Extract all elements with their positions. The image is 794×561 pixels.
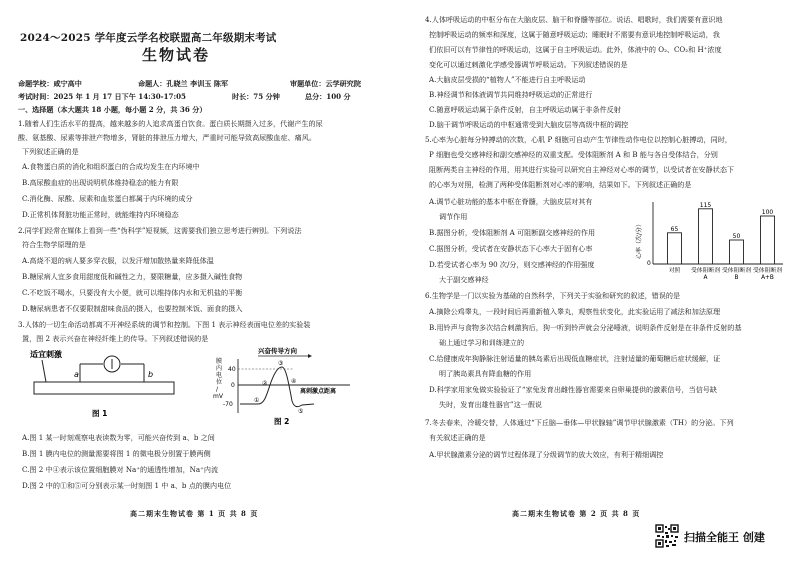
nerve-fiber (34, 382, 174, 394)
chart-value-label: 100 (761, 209, 774, 216)
q7-option-a: A.甲状腺激素分泌的调节过程体现了分级调节的放大效应，有利于精细调控 (429, 450, 664, 459)
svg-text:40: 40 (228, 366, 236, 373)
chart-bars (668, 202, 783, 281)
q5-stem-line: P 细胞也受交感神经和副交感神经的双重支配。受体阻断剂 A 和 B 能与各自受体结合，分别 (429, 150, 718, 159)
svg-text:-70: -70 (223, 401, 233, 408)
fig2-direction-label: 兴奋传导方向 (258, 347, 297, 355)
q5-option-c: C.据图分析，受试者在安静状态下心率大于固有心率 (429, 244, 593, 253)
meta-review: 审题单位：云学研究院 (290, 79, 361, 88)
q5-option-a: A.调节心脏功能的基本中枢在脊髓，大脑皮层对其有 (429, 197, 593, 206)
q5-option-a-cont: 调节作用 (439, 212, 468, 221)
fig1-caption: 图 1 (92, 409, 108, 418)
q6-option-b: B.用铃声与食物多次结合刺激狗后，狗一听到铃声就会分泌唾液，说明条件反射是在非条件反射的基 (429, 323, 742, 332)
q4-option-a: A.大脑皮层受损的“植物人”不能进行自主呼吸运动 (429, 75, 586, 84)
chart-value-label: 65 (670, 225, 679, 233)
chart-category-label: A (703, 275, 708, 281)
q5-option-d-cont: 大于副交感神经 (439, 275, 489, 284)
q6-option-b-cont: 础上通过学习和训练建立的 (439, 338, 525, 347)
chart-bar (699, 209, 713, 264)
chart-y-tick: 0 (647, 260, 651, 267)
svg-text:膜: 膜 (216, 358, 223, 365)
q3-option-d: D.图 2 中的①和⑤可分别表示某一时刻图 1 中 a、b 点的膜内电位 (22, 481, 232, 490)
q3-option-a: A.图 1 某一时刻观察电表读数为零，可能兴奋传到 a、b 之间 (22, 433, 215, 442)
chart-category-label: A+B (761, 275, 774, 281)
fig1-point-b: b (148, 370, 154, 379)
chart-category-label: 对照 (668, 268, 681, 274)
chart-bar (730, 240, 744, 264)
chart-category-label: 受体阻断剂 (753, 268, 782, 274)
chart-category-label: 受体阻断剂 (691, 268, 720, 274)
q6-stem: 6.生物学是一门以实验为基础的自然科学，下列关于实验和研究的叙述，错误的是 (425, 291, 681, 300)
figure-2-action-potential (198, 345, 358, 425)
stimulus-electrode (42, 360, 46, 382)
chart-y-label: 心率（次/分） (636, 220, 643, 260)
page-footer: 高二期末生物试卷 第 2 页 共 8 页 (512, 509, 641, 518)
fig1-stimulus-label: 适宜刺激 (30, 350, 62, 359)
q6-option-d: D.科学家用家兔做实验验证了“家兔发育出雌性器官需要来自卵巢提供的激素信号，当信号缺 (429, 385, 717, 394)
exam-title: 2024～2025 学年度云学名校联盟高二年级期末考试 (20, 32, 277, 44)
q7-stem-line: 有关叙述正确的是 (429, 433, 486, 442)
svg-text:③: ③ (278, 360, 284, 367)
q6-option-d-cont: 失时，发育出雄性器官”这一假说 (439, 400, 542, 409)
q4-stem-line: 们依旧可以有节律性的呼吸运动，这属于自主呼吸运动。此外，体液中的 O₂、CO₂和 H⁺浓度 (429, 45, 722, 54)
chart-value-label: 50 (732, 233, 741, 240)
q3-option-c: C.图 2 中④表示该位置细胞膜对 Na⁺的通透性增加，Na⁺内流 (22, 465, 219, 474)
svg-text:0: 0 (231, 382, 235, 389)
q5-option-d: D.若受试者心率为 90 次/分，则交感神经的作用强度 (429, 260, 595, 269)
q3-option-b: B.图 1 膜内电位的测量需要将图 1 的微电极分别置于膜两侧 (22, 449, 211, 458)
q5-stem-line: 阻断两类自主神经的作用，用其进行实验可以研究自主神经对心率的调节，以受试者在安静状态下 (429, 165, 735, 174)
q6-option-a: A.摘除公鸡睾丸，一段时间后再重新植入睾丸，观察性状变化，此实验运用了减法和加法原理 (429, 307, 721, 316)
q5-stem-line: 的心率为对照，检测了两种受体阻断剂对心率的影响，结果如下。下列叙述正确的是 (429, 180, 692, 189)
svg-text:①: ① (254, 397, 260, 404)
chart-category-label: 受体阻断剂 (722, 268, 751, 274)
fig1-point-a: a (74, 370, 79, 379)
page-footer: 高二期末生物试卷 第 1 页 共 8 页 (130, 509, 259, 518)
q4-stem-line: 控制呼吸运动的频率和深度，这属于随意呼吸运动；睡眠时不需要有意识地控制呼吸运动，我 (429, 30, 720, 39)
chart-bar (668, 233, 682, 264)
chart-category-label: B (734, 275, 739, 281)
q2-option-a: A.高烧不退的病人要多穿衣服，以发汗增加散热量来降低体温 (22, 256, 214, 265)
meta-time: 考试时间：2025 年 1 月 17 日下午 14:30-17:05 (18, 92, 186, 101)
svg-text:②: ② (262, 380, 268, 387)
q3-stem-line: 3.人体的一切生命活动都离不开神经系统的调节和控制。下图 1 表示神经表面电位差的实验装 (18, 320, 311, 329)
watermark-text: 扫描全能王 创建 (684, 531, 765, 544)
chart-value-label: 115 (699, 201, 712, 209)
q7-stem-line: 7.冬去春来，冷暖交替，人体通过“下丘脑—垂体—甲状腺轴”调节甲状腺激素（TH）的分泌。下列 (425, 418, 734, 427)
svg-text:mV: mV (213, 393, 223, 400)
svg-text:/: / (216, 386, 219, 393)
meta-authors: 命题人：孔晓兰 李训玉 陈军 (138, 79, 229, 88)
figure-1-electrode-setup (28, 348, 178, 420)
q5-option-b: B.据图分析，受体阻断剂 A 可阻断副交感神经的作用 (429, 228, 596, 237)
q3-stem-line: 置，图 2 表示兴奋在神经纤维上的传导。下列叙述错误的是 (22, 334, 209, 343)
q2-option-d: D.糖尿病患者不仅要限制甜味食品的摄入，也要控制米饭、面食的摄入 (22, 304, 243, 313)
q1-option-c: C.消化酶、尿酸、尿素和血浆蛋白都属于内环境的成分 (22, 194, 193, 203)
q5-stem-line: 5.心率为心脏每分钟搏动的次数，心肌 P 细胞可自动产生节律性动作电位以控制心脏搏动，同时， (425, 135, 732, 144)
q1-stem-line: 酸、氨基酸、尿素等排泄产物增多，肾脏的排泄压力增大，严重时可能导致高尿酸血症、痛风。 (18, 133, 316, 142)
q1-stem-line: 下列叙述正确的是 (22, 147, 79, 156)
page-2 (397, 0, 794, 561)
svg-text:⑤: ⑤ (298, 408, 304, 415)
meta-school: 命题学校：咸宁高中 (18, 79, 82, 88)
meta-duration: 时长：75 分钟 (232, 92, 280, 101)
q4-option-c: C.随意呼吸运动属于条件反射，自主呼吸运动属于非条件反射 (429, 105, 621, 114)
q4-option-d: D.脑干调节呼吸运动的中枢通常受到大脑皮层等高级中枢的调控 (429, 120, 629, 129)
fig2-potential-curve (240, 367, 314, 407)
q1-stem-line: 1.随着人们生活水平的提高，越来越多的人追求高蛋白饮食。蛋白质长期摄入过多，代谢产生的尿 (18, 119, 323, 128)
q4-stem-line: 变化可以通过刺激化学感受器调节呼吸运动。下列叙述错误的是 (429, 60, 628, 69)
meta-score: 总分：100 分 (305, 92, 351, 101)
svg-text:位: 位 (216, 379, 223, 386)
q6-option-c: C.给健康成年狗静脉注射适量的胰岛素后出现低血糖症状，注射适量的葡萄糖后症状缓解，证 (429, 354, 721, 363)
svg-text:④: ④ (291, 378, 297, 385)
q4-stem-line: 4.人体呼吸运动的中枢分布在大脑皮层、脑干和脊髓等部位。说话、唱歌时，我们需要有意识地 (425, 15, 723, 24)
svg-text:内: 内 (216, 365, 223, 372)
q1-option-a: A.食物蛋白质的消化和组织蛋白的合成均发生在内环境中 (22, 162, 200, 171)
chart-bar (761, 216, 775, 264)
q6-option-c-cont: 明了胰岛素具有降血糖的作用 (439, 369, 532, 378)
q2-stem-line: 符合生物学原理的是 (22, 240, 86, 249)
q2-option-b: B.糖尿病人宜多食用甜度低和碱性之力，要限糖量，应多摄入碱性食物 (22, 272, 243, 281)
q2-stem-line: 2.同学们经常在媒体上看到一些“伪科学”短视频，这需要我们独立思考进行辨别。下列说法 (18, 226, 302, 235)
q1-option-b: B.高尿酸血症的出现说明机体维持稳态的能力有限 (22, 178, 179, 187)
fig2-distance-label: 离刺激点距离 (300, 388, 337, 395)
q4-option-b: B.神经调节和体液调节共同维持呼吸运动的正常进行 (429, 90, 593, 99)
fig2-caption: 图 2 (274, 417, 290, 425)
section-heading: 一、选择题（本大题共 18 小题，每小题 2 分，共 36 分） (18, 105, 207, 114)
svg-text:电: 电 (216, 372, 223, 379)
q2-option-c: C.不吃饭不喝水，只要没有大小便，就可以维持体内水和无机盐的平衡 (22, 288, 243, 297)
heart-rate-bar-chart (635, 190, 785, 290)
qr-code-icon (655, 524, 679, 548)
q1-option-d: D.正常机体肾脏功能正常时，就能维持内环境稳态 (22, 210, 179, 219)
subject-title: 生物试卷 (142, 46, 211, 64)
